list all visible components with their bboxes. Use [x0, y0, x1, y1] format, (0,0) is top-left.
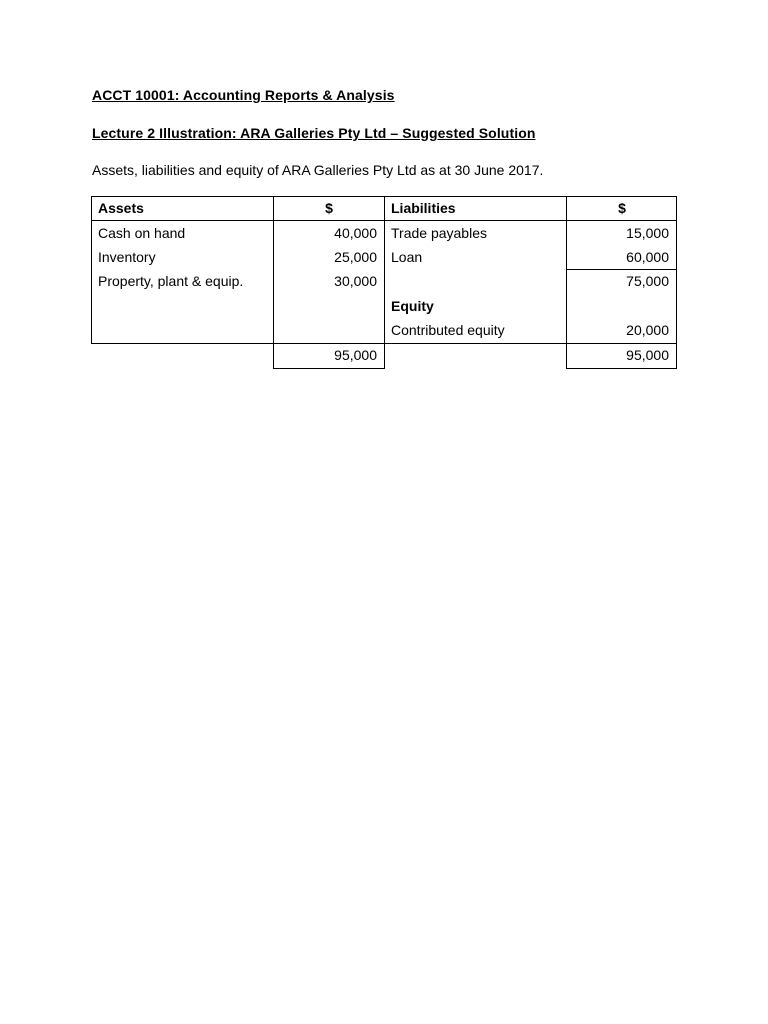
liabilities-currency-header: $: [618, 200, 626, 216]
lecture-title: Lecture 2 Illustration: ARA Galleries Pty Ltd – Suggested Solution: [92, 125, 536, 141]
assets-total: 95,000: [334, 347, 377, 363]
assets-amount-right-border: [384, 196, 385, 369]
table-right-border: [676, 196, 677, 369]
table-left-border: [91, 196, 92, 344]
intro-text: Assets, liabilities and equity of ARA Galleries Pty Ltd as at 30 June 2017.: [92, 162, 544, 178]
assets-currency-header: $: [325, 200, 333, 216]
liabilities-subtotal-line: [566, 269, 677, 270]
asset-amount-ppe: 30,000: [334, 273, 377, 289]
equity-amount-contributed: 20,000: [626, 322, 669, 338]
asset-label-cash: Cash on hand: [98, 225, 186, 241]
asset-label-ppe: Property, plant & equip.: [98, 273, 244, 289]
asset-amount-inventory: 25,000: [334, 249, 377, 265]
liabilities-header: Liabilities: [391, 200, 456, 216]
liability-label-loan: Loan: [391, 249, 423, 265]
liabilities-equity-total: 95,000: [626, 347, 669, 363]
equity-heading: Equity: [391, 298, 434, 314]
assets-header: Assets: [98, 200, 144, 216]
liability-amount-loan: 60,000: [626, 249, 669, 265]
liabilities-total-bottom-border: [566, 368, 677, 369]
course-title: ACCT 10001: Accounting Reports & Analysis: [92, 87, 395, 103]
liability-label-trade-payables: Trade payables: [391, 225, 487, 241]
liability-amount-trade-payables: 15,000: [626, 225, 669, 241]
equity-label-contributed: Contributed equity: [391, 322, 505, 338]
asset-label-inventory: Inventory: [98, 249, 156, 265]
liabilities-subtotal: 75,000: [626, 273, 669, 289]
assets-total-bottom-border: [273, 368, 385, 369]
balance-sheet-table: [91, 196, 677, 369]
asset-amount-cash: 40,000: [334, 225, 377, 241]
